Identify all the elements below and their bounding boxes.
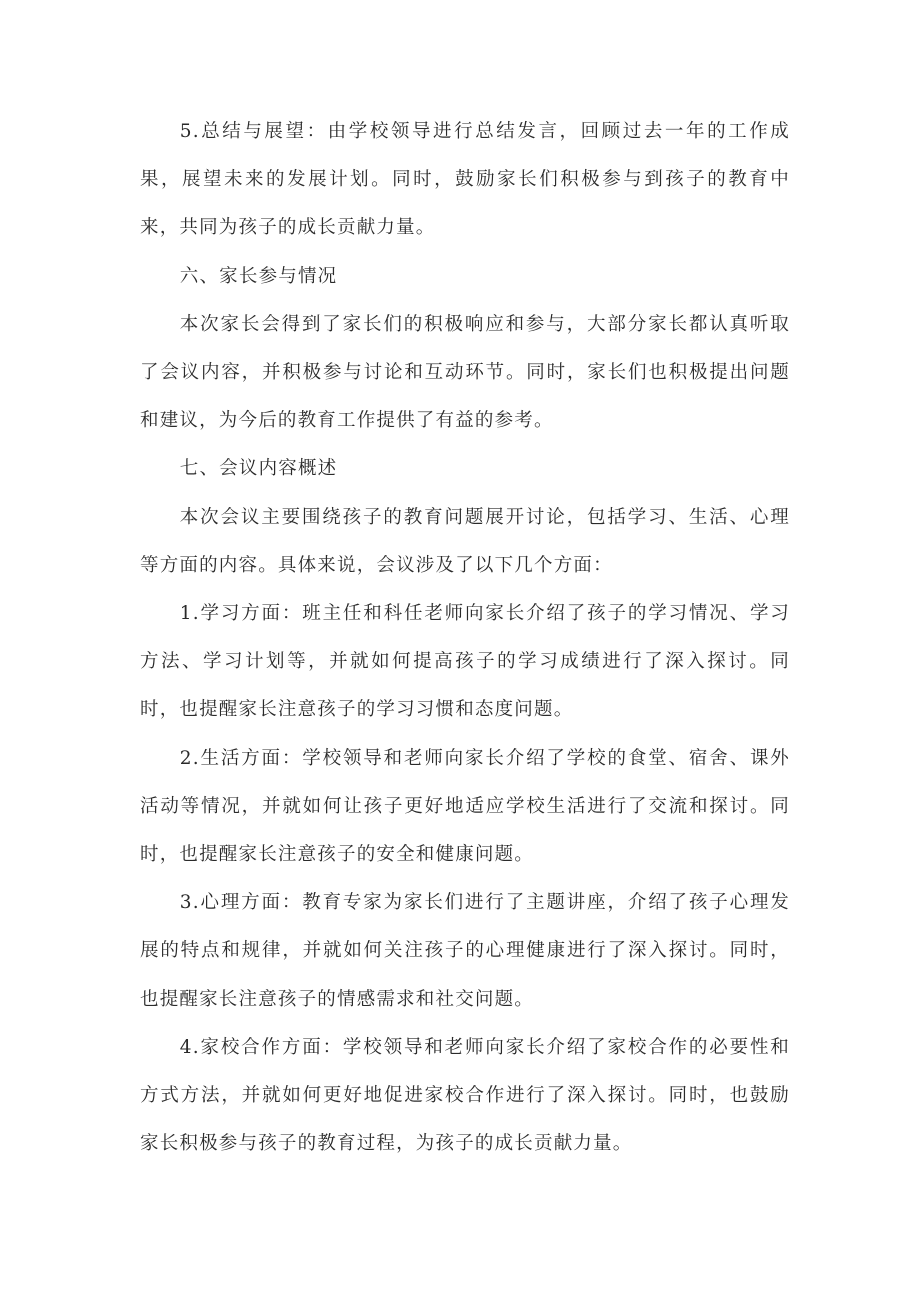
paragraph-parent-participation: 本次家长会得到了家长们的积极响应和参与，大部分家长都认真听取了会议内容，并积极参与讨论和互动环节。同时，家长们也积极提出问题和建议，为今后的教育工作提供了有益的参考。 (140, 313, 790, 432)
section-heading-parent-participation: 六、家长参与情况 (179, 265, 338, 287)
paragraph-study-aspect: 1.学习方面：班主任和科任老师向家长介绍了孩子的学习情况、学习方法、学习计划等，并就如何提高孩子的学习成绩进行了深入探讨。同时，也提醒家长注意孩子的学习习惯和态度问题。 (140, 603, 790, 721)
section-heading-meeting-overview: 七、会议内容概述 (179, 458, 338, 480)
document-body (140, 108, 790, 1168)
paragraph-meeting-overview: 本次会议主要围绕孩子的教育问题展开讨论，包括学习、生活、心理等方面的内容。具体来说，会议涉及了以下几个方面： (140, 506, 790, 576)
paragraph-summary-outlook: 5.总结与展望：由学校领导进行总结发言，回顾过去一年的工作成果，展望未来的发展计划。同时，鼓励家长们积极参与到孩子的教育中来，共同为孩子的成长贡献力量。 (140, 121, 790, 239)
paragraph-life-aspect: 2.生活方面：学校领导和老师向家长介绍了学校的食堂、宿舍、课外活动等情况，并就如何让孩子更好地适应学校生活进行了交流和探讨。同时，也提醒家长注意孩子的安全和健康问题。 (140, 747, 790, 866)
paragraph-psychology-aspect: 3.心理方面：教育专家为家长们进行了主题讲座，介绍了孩子心理发展的特点和规律，并就如何关注孩子的心理健康进行了深入探讨。同时，也提醒家长注意孩子的情感需求和社交问题。 (140, 892, 790, 1010)
paragraph-home-school-aspect: 4.家校合作方面：学校领导和老师向家长介绍了家校合作的必要性和方式方法，并就如何更好地促进家校合作进行了深入探讨。同时，也鼓励家长积极参与孩子的教育过程，为孩子的成长贡献力量。 (140, 1036, 790, 1155)
